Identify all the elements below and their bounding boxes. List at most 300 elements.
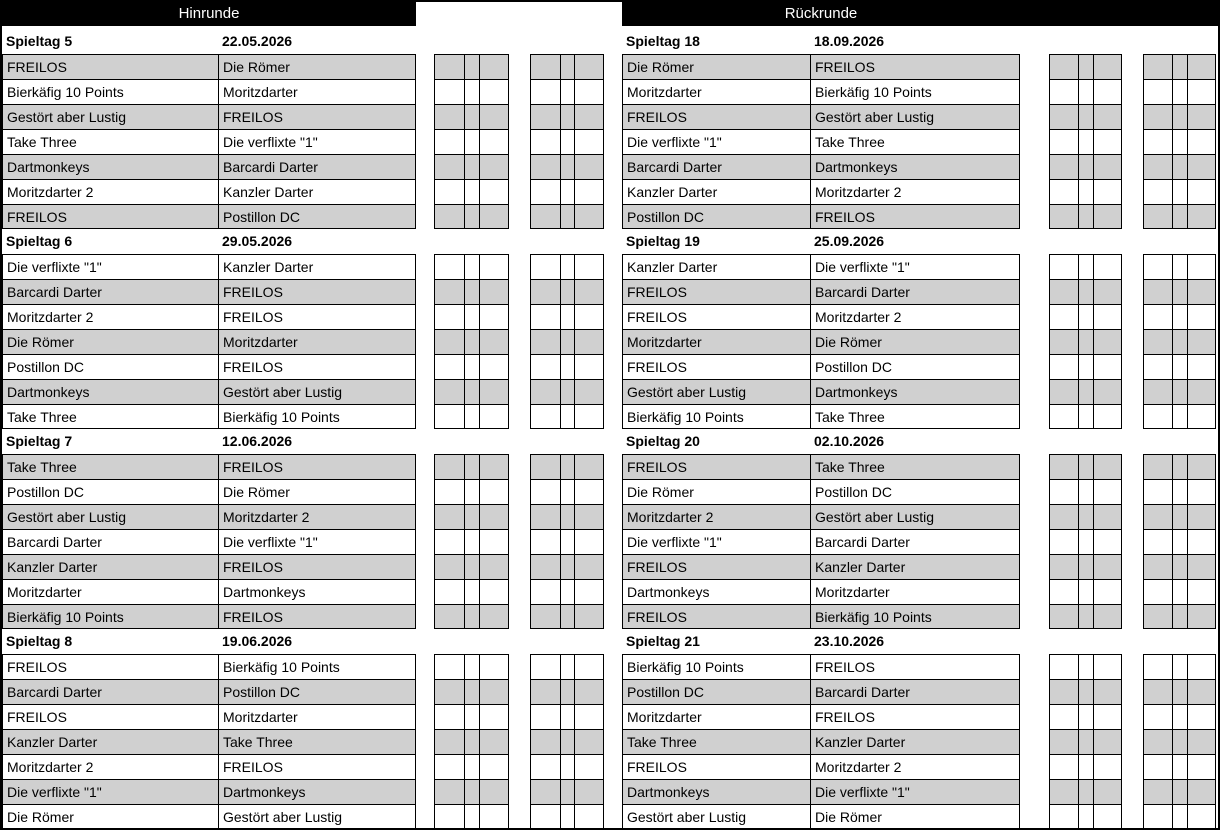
score-cell [464, 404, 479, 429]
matchday-date: 19.06.2026 [222, 633, 293, 649]
home-team: FREILOS [622, 454, 810, 479]
home-team: Bierkäfig 10 Points [2, 604, 218, 629]
home-team: Gestört aber Lustig [622, 379, 810, 404]
away-team: Die verflixte "1" [810, 779, 1020, 804]
score-cell [574, 54, 604, 79]
away-team: Postillon DC [218, 679, 416, 704]
score-cell [560, 154, 574, 179]
score-cell [530, 579, 560, 604]
away-team: Barcardi Darter [810, 679, 1020, 704]
score-cell [574, 379, 604, 404]
score-cell [574, 804, 604, 829]
home-team: Moritzdarter 2 [2, 754, 218, 779]
score-cell [464, 154, 479, 179]
score-cell [434, 354, 464, 379]
score-cell [574, 529, 604, 554]
score-cell [434, 254, 464, 279]
score-cell [1172, 104, 1187, 129]
home-team: FREILOS [2, 704, 218, 729]
score-cell [434, 754, 464, 779]
score-cell [464, 704, 479, 729]
home-team: FREILOS [622, 304, 810, 329]
score-cell [479, 804, 509, 829]
home-team: Die Römer [2, 804, 218, 829]
away-team: Moritzdarter [218, 704, 416, 729]
score-cell [530, 754, 560, 779]
score-cell [530, 554, 560, 579]
score-cell [530, 504, 560, 529]
score-cell [1093, 554, 1122, 579]
score-cell [560, 354, 574, 379]
home-team: Dartmonkeys [622, 779, 810, 804]
score-cell [434, 104, 464, 129]
away-team: Kanzler Darter [218, 254, 416, 279]
score-cell [479, 304, 509, 329]
home-team: Die verflixte "1" [2, 254, 218, 279]
score-cell [1143, 454, 1172, 479]
home-team: Bierkäfig 10 Points [2, 79, 218, 104]
score-cell [479, 479, 509, 504]
home-team: FREILOS [622, 554, 810, 579]
score-cell [464, 354, 479, 379]
score-cell [1078, 529, 1093, 554]
score-cell [1078, 54, 1093, 79]
home-team: Barcardi Darter [2, 279, 218, 304]
score-cell [1078, 204, 1093, 229]
away-team: Barcardi Darter [810, 279, 1020, 304]
score-cell [1093, 479, 1122, 504]
home-team: Bierkäfig 10 Points [622, 404, 810, 429]
away-team: Moritzdarter 2 [810, 754, 1020, 779]
home-team: Die verflixte "1" [622, 129, 810, 154]
matchday-label: Spieltag 6 [6, 233, 73, 249]
matchday-date: 29.05.2026 [222, 233, 293, 249]
away-team: Barcardi Darter [810, 529, 1020, 554]
score-cell [1049, 129, 1078, 154]
score-cell [1143, 579, 1172, 604]
score-cell [1093, 804, 1122, 829]
score-cell [464, 779, 479, 804]
score-cell [1049, 754, 1078, 779]
home-team: FREILOS [622, 279, 810, 304]
score-cell [1049, 379, 1078, 404]
score-cell [1172, 554, 1187, 579]
score-cell [1172, 79, 1187, 104]
score-cell [1093, 604, 1122, 629]
score-cell [1143, 104, 1172, 129]
score-cell [1078, 604, 1093, 629]
away-team: Moritzdarter 2 [810, 179, 1020, 204]
score-cell [1172, 54, 1187, 79]
score-cell [530, 804, 560, 829]
second-leg-header [622, 2, 1218, 26]
score-cell [464, 104, 479, 129]
away-team: FREILOS [810, 654, 1020, 679]
score-cell [560, 279, 574, 304]
score-cell [1078, 279, 1093, 304]
score-cell [1172, 204, 1187, 229]
score-cell [1187, 104, 1216, 129]
away-team: FREILOS [218, 279, 416, 304]
score-cell [1049, 104, 1078, 129]
score-cell [1172, 254, 1187, 279]
score-cell [1187, 204, 1216, 229]
score-cell [530, 279, 560, 304]
score-cell [1187, 779, 1216, 804]
home-team: Die Römer [622, 54, 810, 79]
score-cell [1078, 179, 1093, 204]
score-cell [1143, 729, 1172, 754]
score-cell [1172, 154, 1187, 179]
score-cell [574, 254, 604, 279]
score-cell [1143, 754, 1172, 779]
score-cell [1049, 329, 1078, 354]
score-cell [1187, 604, 1216, 629]
score-cell [1049, 529, 1078, 554]
score-cell [1093, 54, 1122, 79]
score-cell [479, 129, 509, 154]
score-cell [479, 779, 509, 804]
score-cell [464, 729, 479, 754]
home-team: Moritzdarter [622, 704, 810, 729]
score-cell [1172, 529, 1187, 554]
home-team: Moritzdarter [2, 579, 218, 604]
score-cell [1172, 754, 1187, 779]
score-cell [574, 179, 604, 204]
score-cell [574, 654, 604, 679]
score-cell [1078, 804, 1093, 829]
matchday-label: Spieltag 5 [6, 33, 73, 49]
score-cell [479, 379, 509, 404]
score-cell [560, 129, 574, 154]
score-cell [479, 54, 509, 79]
score-cell [560, 679, 574, 704]
score-cell [1093, 729, 1122, 754]
home-team: Dartmonkeys [622, 579, 810, 604]
home-team: Postillon DC [622, 679, 810, 704]
away-team: Moritzdarter [218, 329, 416, 354]
score-cell [1172, 129, 1187, 154]
score-cell [479, 254, 509, 279]
score-cell [434, 279, 464, 304]
score-cell [479, 454, 509, 479]
header-gap [416, 2, 622, 26]
score-cell [434, 729, 464, 754]
score-cell [1187, 254, 1216, 279]
score-cell [1093, 779, 1122, 804]
score-cell [1172, 779, 1187, 804]
away-team: Barcardi Darter [218, 154, 416, 179]
score-cell [1187, 679, 1216, 704]
home-team: Gestört aber Lustig [622, 804, 810, 829]
score-cell [1078, 129, 1093, 154]
score-cell [1049, 304, 1078, 329]
score-cell [479, 654, 509, 679]
score-cell [1143, 554, 1172, 579]
home-team: Postillon DC [2, 479, 218, 504]
away-team: Die verflixte "1" [218, 129, 416, 154]
score-cell [479, 604, 509, 629]
score-cell [1143, 804, 1172, 829]
score-cell [1143, 204, 1172, 229]
score-cell [1143, 529, 1172, 554]
score-cell [1172, 604, 1187, 629]
score-cell [1078, 304, 1093, 329]
score-cell [1093, 404, 1122, 429]
score-cell [1093, 529, 1122, 554]
score-cell [1093, 579, 1122, 604]
score-cell [1049, 729, 1078, 754]
score-cell [1187, 79, 1216, 104]
home-team: Dartmonkeys [2, 154, 218, 179]
score-cell [464, 554, 479, 579]
score-cell [560, 479, 574, 504]
score-cell [1187, 529, 1216, 554]
away-team: Take Three [810, 454, 1020, 479]
home-team: Gestört aber Lustig [2, 504, 218, 529]
score-cell [1093, 204, 1122, 229]
home-team: Moritzdarter 2 [2, 179, 218, 204]
score-cell [1093, 254, 1122, 279]
score-cell [1078, 454, 1093, 479]
score-cell [1143, 179, 1172, 204]
home-team: Postillon DC [2, 354, 218, 379]
score-cell [479, 204, 509, 229]
score-cell [530, 54, 560, 79]
score-cell [464, 304, 479, 329]
home-team: Die Römer [2, 329, 218, 354]
score-cell [434, 79, 464, 104]
score-cell [464, 479, 479, 504]
home-team: Die verflixte "1" [2, 779, 218, 804]
score-cell [1093, 79, 1122, 104]
score-cell [1078, 154, 1093, 179]
score-cell [479, 154, 509, 179]
score-cell [464, 54, 479, 79]
matchday-label: Spieltag 19 [626, 233, 700, 249]
score-cell [464, 679, 479, 704]
first-leg-header: Hinrunde [2, 2, 416, 26]
score-cell [1172, 354, 1187, 379]
home-team: Barcardi Darter [2, 529, 218, 554]
matchday-date: 23.10.2026 [814, 633, 885, 649]
score-cell [434, 604, 464, 629]
home-team: Moritzdarter 2 [622, 504, 810, 529]
score-cell [574, 454, 604, 479]
score-cell [434, 54, 464, 79]
score-cell [1187, 804, 1216, 829]
away-team: FREILOS [218, 454, 416, 479]
away-team: Moritzdarter [810, 579, 1020, 604]
score-cell [574, 729, 604, 754]
score-cell [1187, 154, 1216, 179]
home-team: FREILOS [2, 654, 218, 679]
score-cell [560, 604, 574, 629]
score-cell [1049, 204, 1078, 229]
score-cell [464, 804, 479, 829]
away-team: Dartmonkeys [218, 579, 416, 604]
score-cell [574, 479, 604, 504]
away-team: Bierkäfig 10 Points [218, 654, 416, 679]
score-cell [1143, 604, 1172, 629]
score-cell [530, 704, 560, 729]
matchday-date: 02.10.2026 [814, 433, 885, 449]
score-cell [1093, 154, 1122, 179]
score-cell [574, 304, 604, 329]
away-team: Gestört aber Lustig [218, 804, 416, 829]
away-team: Die verflixte "1" [218, 529, 416, 554]
away-team: Gestört aber Lustig [218, 379, 416, 404]
score-cell [560, 404, 574, 429]
score-cell [464, 654, 479, 679]
score-cell [574, 604, 604, 629]
score-cell [530, 404, 560, 429]
away-team: Moritzdarter [218, 79, 416, 104]
away-team: Postillon DC [218, 204, 416, 229]
score-cell [530, 179, 560, 204]
score-cell [434, 504, 464, 529]
matchday-date: 12.06.2026 [222, 433, 293, 449]
away-team: FREILOS [810, 704, 1020, 729]
score-cell [479, 554, 509, 579]
away-team: FREILOS [218, 104, 416, 129]
score-cell [1093, 454, 1122, 479]
score-cell [434, 154, 464, 179]
score-cell [434, 179, 464, 204]
score-cell [574, 104, 604, 129]
score-cell [1187, 579, 1216, 604]
away-team: FREILOS [218, 754, 416, 779]
frame-top [0, 0, 1220, 2]
home-team: Take Three [2, 454, 218, 479]
home-team: Postillon DC [622, 204, 810, 229]
home-team: Take Three [622, 729, 810, 754]
score-cell [1187, 379, 1216, 404]
score-cell [464, 279, 479, 304]
score-cell [1143, 79, 1172, 104]
score-cell [464, 179, 479, 204]
score-cell [464, 329, 479, 354]
score-cell [1049, 679, 1078, 704]
score-cell [530, 154, 560, 179]
home-team: FREILOS [2, 204, 218, 229]
score-cell [530, 129, 560, 154]
score-cell [479, 504, 509, 529]
home-team: Take Three [2, 129, 218, 154]
score-cell [464, 454, 479, 479]
home-team: Kanzler Darter [622, 179, 810, 204]
score-cell [434, 329, 464, 354]
score-cell [1093, 679, 1122, 704]
score-cell [1143, 404, 1172, 429]
score-cell [560, 729, 574, 754]
score-cell [1187, 354, 1216, 379]
away-team: FREILOS [810, 54, 1020, 79]
score-cell [1078, 379, 1093, 404]
score-cell [1172, 679, 1187, 704]
away-team: Kanzler Darter [810, 554, 1020, 579]
score-cell [1143, 679, 1172, 704]
score-cell [560, 579, 574, 604]
away-team: Take Three [810, 404, 1020, 429]
score-cell [530, 779, 560, 804]
score-cell [1078, 329, 1093, 354]
away-team: FREILOS [218, 354, 416, 379]
away-team: Take Three [810, 129, 1020, 154]
score-cell [1187, 654, 1216, 679]
away-team: Dartmonkeys [218, 779, 416, 804]
score-cell [1187, 304, 1216, 329]
score-cell [1187, 404, 1216, 429]
score-cell [434, 779, 464, 804]
score-cell [530, 104, 560, 129]
score-cell [1049, 254, 1078, 279]
score-cell [1049, 604, 1078, 629]
score-cell [1143, 304, 1172, 329]
score-cell [434, 129, 464, 154]
score-cell [1049, 504, 1078, 529]
home-team: Take Three [2, 404, 218, 429]
score-cell [434, 304, 464, 329]
score-cell [1172, 804, 1187, 829]
score-cell [1049, 154, 1078, 179]
score-cell [1172, 454, 1187, 479]
score-cell [1187, 554, 1216, 579]
score-cell [560, 204, 574, 229]
score-cell [1093, 179, 1122, 204]
score-cell [434, 579, 464, 604]
score-cell [1143, 379, 1172, 404]
score-cell [560, 304, 574, 329]
score-cell [1093, 104, 1122, 129]
score-cell [574, 579, 604, 604]
score-cell [1172, 379, 1187, 404]
home-team: Kanzler Darter [2, 554, 218, 579]
score-cell [464, 254, 479, 279]
score-cell [434, 654, 464, 679]
score-cell [1093, 129, 1122, 154]
score-cell [479, 404, 509, 429]
score-cell [1078, 679, 1093, 704]
score-cell [1049, 704, 1078, 729]
score-cell [1143, 279, 1172, 304]
score-cell [574, 329, 604, 354]
score-cell [1172, 729, 1187, 754]
matchday-date: 25.09.2026 [814, 233, 885, 249]
score-cell [1172, 479, 1187, 504]
score-cell [1078, 754, 1093, 779]
home-team: Dartmonkeys [2, 379, 218, 404]
away-team: Kanzler Darter [810, 729, 1020, 754]
away-team: Die Römer [810, 804, 1020, 829]
score-cell [1078, 704, 1093, 729]
home-team: Moritzdarter [622, 79, 810, 104]
home-team: FREILOS [622, 104, 810, 129]
home-team: Gestört aber Lustig [2, 104, 218, 129]
away-team: Bierkäfig 10 Points [810, 604, 1020, 629]
score-cell [560, 79, 574, 104]
score-cell [560, 804, 574, 829]
score-cell [479, 529, 509, 554]
score-cell [479, 579, 509, 604]
away-team: Die Römer [218, 479, 416, 504]
score-cell [1143, 154, 1172, 179]
score-cell [560, 254, 574, 279]
score-cell [1093, 304, 1122, 329]
score-cell [464, 204, 479, 229]
score-cell [434, 479, 464, 504]
score-cell [1143, 354, 1172, 379]
